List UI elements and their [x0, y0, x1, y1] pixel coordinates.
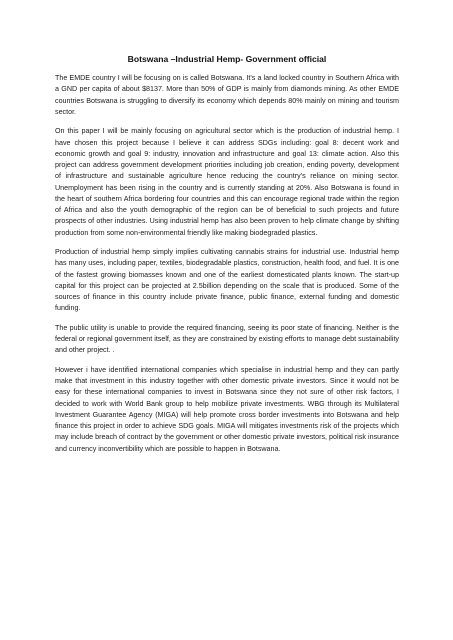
paragraph-investment-plan: However i have identified international companies which specialise in industrial hemp and they can partly make that investment in this industry together with other domestic private investors. Since it would not be easy for these international companies to invest in Botswana since they not sure of other risk factors, I decided to work with World Bank group to help mobilize private investments. WBG through its Multilateral Investment Guarantee Agency (MIGA) will help promote cross border investments into Botswana and help finance this project in order to achieve SDG goals. MIGA will mitigates investments risk of the projects which may include breach of contract by the government or other domestic private investors, political risk insurance and currency inconvertibility which are possible to happen in Botswana.	[55, 365, 399, 453]
document-body	[55, 53, 399, 463]
paragraph-country-intro: The EMDE country I will be focusing on is called Botswana. It’s a land locked country in Southern Africa with a GND per capita of about $8137. More than 50% of GDP is mainly from diamonds mining. As other EMDE countries Botswana is struggling to diversify its economy which depends 80% mainly on mining and tourism sector.	[55, 74, 399, 116]
paragraph-public-financing: The public utility is unable to provide the required financing, seeing its poor state of financing. Neither is the federal or regional government itself, as they are constrained by existing efforts to manage debt sustainability and other project. .	[55, 323, 400, 355]
paragraph-project-focus: On this paper I will be mainly focusing on agricultural sector which is the production of industrial hemp. I have chosen this project because I believe it can address SDGs including: goal 8: decent work and economic growth and goal 9: industry, innovation and infrastructure and goal 13: climate action. Also this project can address government development priorities including job creation, ending poverty, development of infrastructure and sustainable agriculture hence reducing the country’s reliance on mining sector. Unemployment has been rising in the country and is currently standing at 20%. Also Botswana is found in the heart of southern Africa bordering four countries and this can encourage regional trade within the region of Africa and also the youth demographic of the region can be of beneficial to such projects and future prospects of other industries. Using industrial hemp has also been proven to help climate change by shifting production from some non-environmental friendly like making biodegraded plastics.	[55, 127, 399, 237]
document-title: Botswana –Industrial Hemp- Government official	[127, 54, 327, 64]
paragraph-hemp-production: Production of industrial hemp simply implies cultivating cannabis strains for industrial use. Industrial hemp has many uses, including paper, textiles, biodegradable plastics, construction, health food, and fuel. It is one of the fastest growing biomasses known and one of the earliest domesticated plants known. The start-up capital for this project can be projected at 2.5billion depending on the scale that is produced. Some of the sources of finance in this country include private finance, public finance, external funding and domestic funding.	[55, 248, 399, 313]
